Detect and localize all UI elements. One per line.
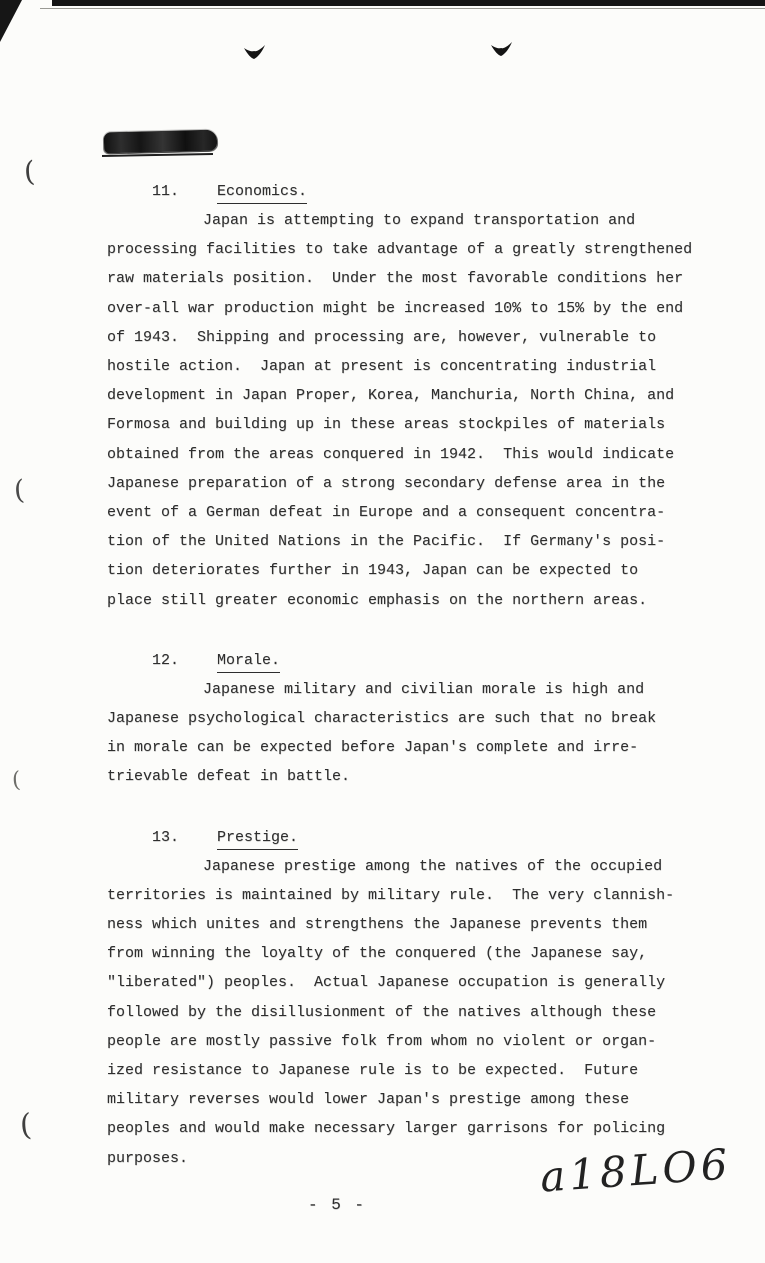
text-line: "liberated") peoples. Actual Japanese occupation is generally bbox=[107, 974, 666, 992]
text-line: processing facilities to take advantage of a greatly strengthened bbox=[107, 241, 693, 259]
text-line: development in Japan Proper, Korea, Manchuria, North China, and bbox=[107, 387, 675, 405]
text-line: people are mostly passive folk from whom no violent or organ- bbox=[107, 1032, 657, 1050]
section-title: Morale. bbox=[217, 650, 280, 673]
text-line: ized resistance to Japanese rule is to be expected. Future bbox=[107, 1062, 639, 1080]
text-line: ness which unites and strengthens the Japanese prevents them bbox=[107, 916, 648, 934]
section-heading bbox=[107, 646, 712, 675]
handwritten-annotation: a18LO6 bbox=[538, 1139, 734, 1202]
margin-paren-mark: ( bbox=[11, 767, 22, 794]
text-line: peoples and would make necessary larger garrisons for policing bbox=[107, 1120, 666, 1138]
margin-paren-mark: ( bbox=[12, 474, 26, 507]
text-line: territories is maintained by military rule. The very clannish- bbox=[107, 886, 675, 904]
document-body bbox=[107, 177, 712, 1173]
staple-mark-icon bbox=[490, 41, 514, 59]
section-prestige bbox=[107, 823, 712, 1173]
text-line: Japanese preparation of a strong secondary defense area in the bbox=[107, 474, 666, 492]
text-line: of 1943. Shipping and processing are, however, vulnerable to bbox=[107, 328, 657, 346]
text-line: Formosa and building up in these areas stockpiles of materials bbox=[107, 416, 666, 434]
text-line: over-all war production might be increased 10% to 15% by the end bbox=[107, 299, 684, 317]
text-line: followed by the disillusionment of the natives although these bbox=[107, 1003, 657, 1021]
section-heading bbox=[107, 177, 712, 206]
redaction-underline bbox=[102, 153, 213, 157]
text-line: place still greater economic emphasis on the northern areas. bbox=[107, 591, 648, 609]
section-title: Prestige. bbox=[217, 827, 298, 850]
text-line: in morale can be expected before Japan's complete and irre- bbox=[107, 739, 639, 757]
text-line: trievable defeat in battle. bbox=[107, 768, 351, 786]
scan-noise bbox=[0, 0, 2, 2]
scan-edge-bar bbox=[52, 0, 765, 6]
section-number: 12. bbox=[152, 651, 180, 669]
margin-paren-mark: ( bbox=[22, 154, 37, 189]
section-heading bbox=[107, 823, 712, 852]
text-line: tion of the United Nations in the Pacific. If Germany's posi- bbox=[107, 533, 666, 551]
text-line: from winning the loyalty of the conquered (the Japanese say, bbox=[107, 945, 648, 963]
text-line: obtained from the areas conquered in 1942. This would indicate bbox=[107, 445, 675, 463]
text-line: military reverses would lower Japan's prestige among these bbox=[107, 1091, 630, 1109]
section-morale bbox=[107, 646, 712, 792]
section-economics bbox=[107, 177, 712, 615]
redaction-stamp bbox=[104, 130, 217, 154]
text-line: Japan is attempting to expand transportation and bbox=[203, 212, 636, 229]
scan-edge-line bbox=[40, 8, 765, 9]
text-line: purposes. bbox=[107, 1149, 189, 1167]
text-line: Japanese psychological characteristics are such that no break bbox=[107, 710, 657, 728]
section-number: 13. bbox=[152, 828, 180, 846]
text-line: event of a German defeat in Europe and a consequent concentra- bbox=[107, 504, 666, 522]
corner-fold-mark bbox=[0, 0, 26, 42]
margin-paren-mark: ( bbox=[18, 1107, 33, 1144]
text-line: tion deteriorates further in 1943, Japan can be expected to bbox=[107, 562, 639, 580]
page-number: - 5 - bbox=[308, 1196, 367, 1214]
staple-mark-icon bbox=[243, 44, 267, 62]
section-title: Economics. bbox=[217, 181, 307, 204]
text-line: hostile action. Japan at present is concentrating industrial bbox=[107, 358, 657, 376]
text-line: Japanese military and civilian morale is high and bbox=[203, 680, 645, 698]
text-line: raw materials position. Under the most favorable conditions her bbox=[107, 270, 684, 288]
text-line: Japanese prestige among the natives of the occupied bbox=[203, 857, 663, 875]
section-number: 11. bbox=[152, 183, 180, 200]
